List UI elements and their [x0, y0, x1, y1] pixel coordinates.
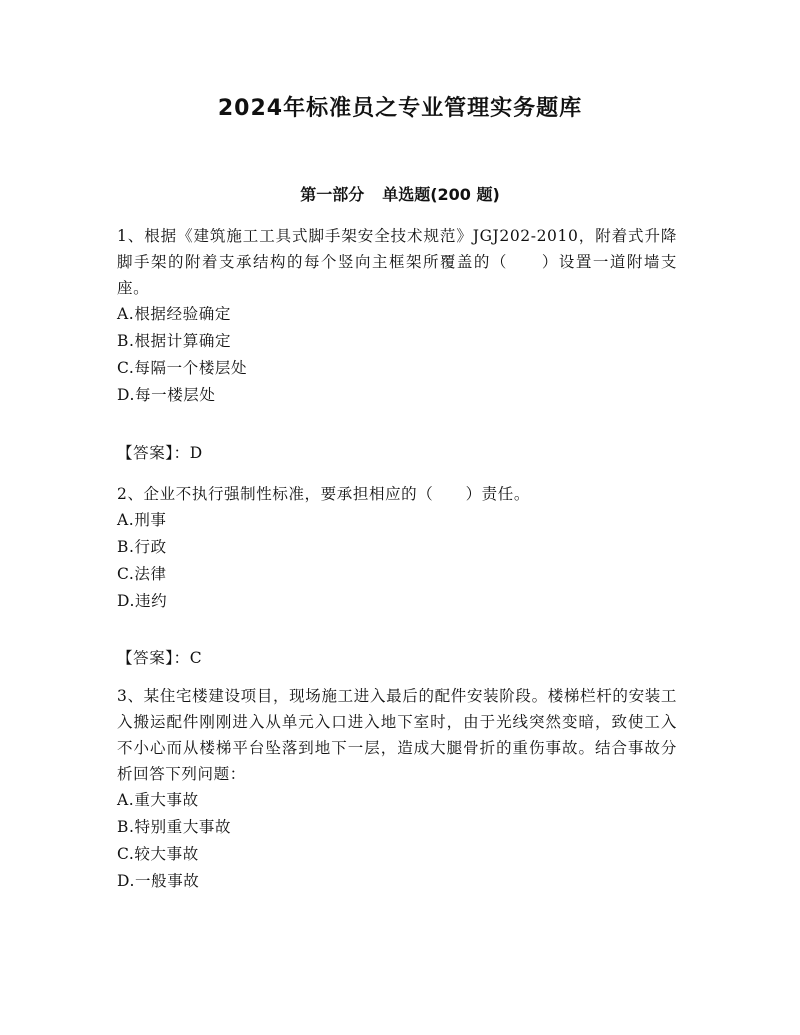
question-3	[117, 683, 677, 895]
answer-label: 【答案】：	[117, 444, 190, 462]
option-a: A.重大事故	[117, 791, 199, 809]
option-b: B.根据计算确定	[117, 332, 232, 350]
option-d: D.违约	[117, 592, 168, 610]
section-title	[0, 183, 800, 207]
option-c: C.每隔一个楼层处	[117, 359, 248, 377]
option-b: B.行政	[117, 538, 167, 556]
section-type-label: 单选题(200 题)	[382, 185, 500, 204]
option-b: B.特别重大事故	[117, 818, 232, 836]
question-1	[117, 223, 677, 409]
option-a: A.刑事	[117, 511, 167, 529]
option-c: C.较大事故	[117, 845, 199, 863]
question-stem: 2、企业不执行强制性标准，要承担相应的（ ）责任。	[117, 485, 530, 503]
answer-1	[117, 441, 203, 465]
answer-label: 【答案】：	[117, 649, 190, 667]
option-d: D.每一楼层处	[117, 386, 216, 404]
question-stem: 3、某住宅楼建设项目，现场施工进入最后的配件安装阶段。楼梯栏杆的安装工入搬运配件刚刚进入从单元入口进入地下室时，由于光线突然变暗，致使工入不小心而从楼梯平台坠落到地下一层，造成大腿骨折的重伤事故。结合事故分析回答下列问题：	[117, 687, 677, 783]
document-title: 2024年标准员之专业管理实务题库	[217, 96, 583, 121]
option-c: C.法律	[117, 565, 167, 583]
option-a: A.根据经验确定	[117, 305, 231, 323]
question-2	[117, 481, 677, 615]
section-part-label: 第一部分	[300, 185, 365, 204]
option-d: D.一般事故	[117, 872, 200, 890]
answer-value: D	[189, 444, 203, 462]
question-stem: 1、根据《建筑施工工具式脚手架安全技术规范》JGJ202-2010，附着式升降脚手架的附着支承结构的每个竖向主框架所覆盖的（ ）设置一道附墙支座。	[117, 227, 677, 297]
answer-2	[117, 646, 202, 670]
answer-value: C	[189, 649, 203, 667]
